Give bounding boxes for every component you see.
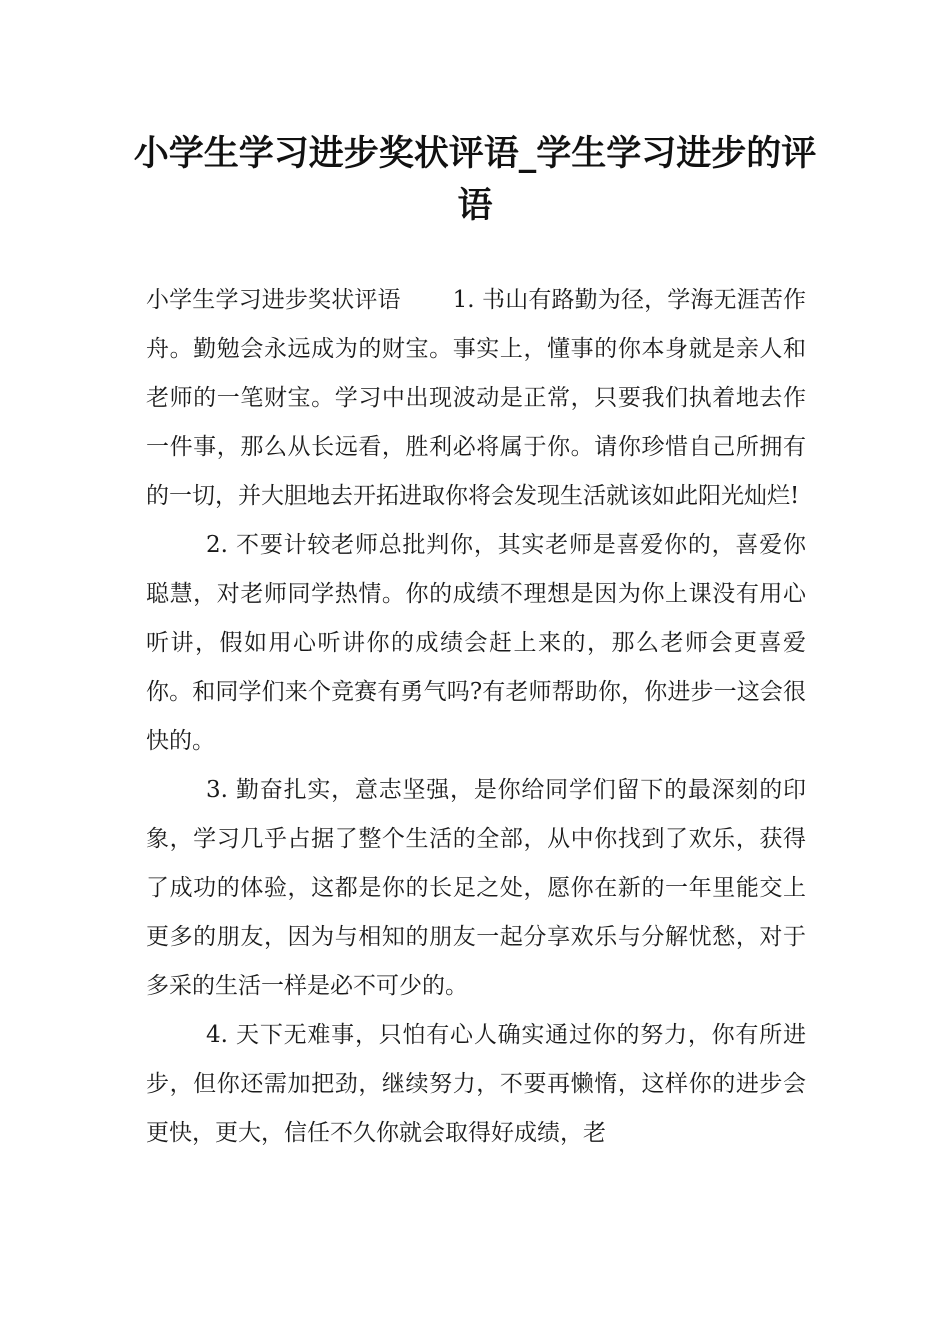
paragraph-1 bbox=[146, 276, 806, 521]
document-body bbox=[146, 276, 806, 1158]
paragraph-text: 1. 书山有路勤为径，学海无涯苦作舟。勤勉会永远成为的财宝。事实上，懂事的你本身就是亲人和老师的一笔财宝。学习中出现波动是正常，只要我们执着地去作一件事，那么从长远看，胜利必将属于你。请你珍惜自己所拥有的一切，并大胆地去开拓进取你将会发现生活就该如此阳光灿烂! bbox=[146, 287, 807, 509]
paragraph-2: 2. 不要计较老师总批判你，其实老师是喜爱你的，喜爱你聪慧，对老师同学热情。你的成绩不理想是因为你上课没有用心听讲，假如用心听讲你的成绩会赶上来的，那么老师会更喜爱你。和同学们来个竞赛有勇气吗?有老师帮助你，你进步一这会很快的。 bbox=[146, 532, 806, 754]
paragraph-3: 3. 勤奋扎实，意志坚强，是你给同学们留下的最深刻的印象，学习几乎占据了整个生活的全部，从中你找到了欢乐，获得了成功的体验，这都是你的长足之处，愿你在新的一年里能交上更多的朋友，因为与相知的朋友一起分享欢乐与分解忧愁，对于多采的生活一样是必不可少的。 bbox=[146, 777, 806, 999]
paragraph-4: 4. 天下无难事，只怕有心人确实通过你的努力，你有所进步，但你还需加把劲，继续努力，不要再懒惰，这样你的进步会更快，更大，信任不久你就会取得好成绩，老 bbox=[146, 1022, 806, 1146]
intro-label: 小学生学习进步奖状评语 bbox=[146, 287, 401, 313]
document-title: 小学生学习进步奖状评语_学生学习进步的评语 bbox=[133, 134, 817, 226]
